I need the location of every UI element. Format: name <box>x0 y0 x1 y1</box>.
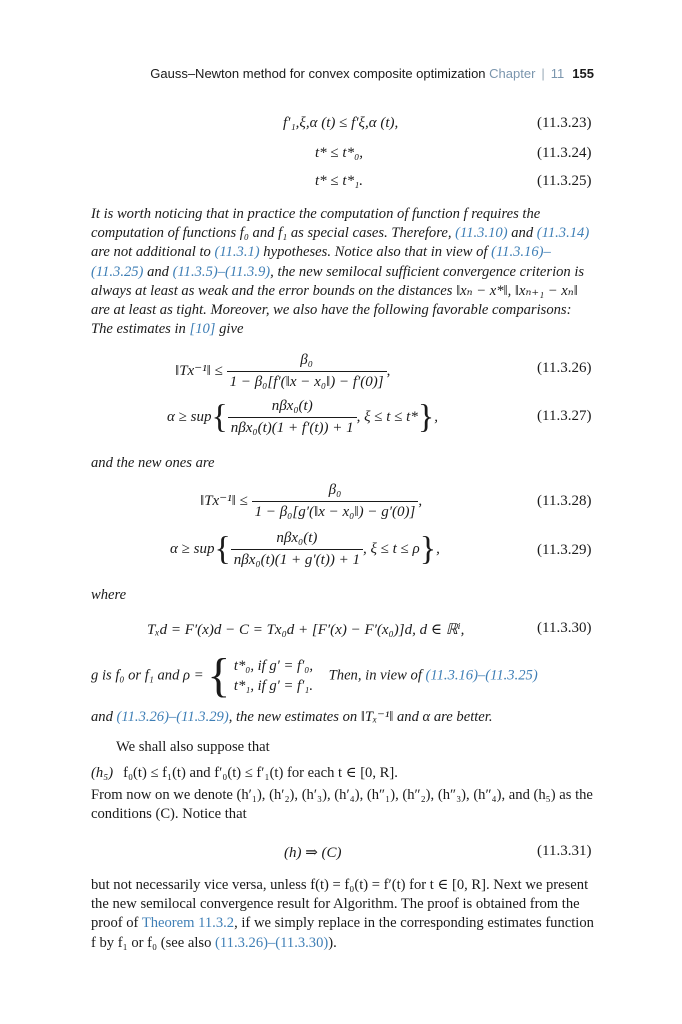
theorem-link[interactable]: Theorem 11.3.2 <box>141 915 235 932</box>
equation-11-3-27: α ≥ sup{ $\frac{\text{nβx₀(t)}}{\text{nβx₀(t)(1 + f′(t)) + 1}}$ , ξ ≤ t ≤ t*}, <box>167 398 438 436</box>
case-t0: t*₀, if g′ = f′₀, <box>233 658 313 674</box>
equation-number: (11.3.28) <box>537 493 592 509</box>
chapter-number: 11 <box>550 66 565 81</box>
equation-number: (11.3.29) <box>537 542 592 558</box>
and-estimates-text: and (11.3.26)–(11.3.29), the new estimates on ‖Tₓ⁻¹‖ and α are better. <box>91 709 493 725</box>
equation-11-3-25: t* ≤ t*₁. <box>315 173 364 189</box>
equation-11-3-28: ‖Tx⁻¹‖ ≤ $\frac{\text{β₀}}{\text{1 − β₀[g′(‖x − x₀‖) − g′(0)]}}$ , <box>200 482 423 520</box>
citation-link[interactable]: [10] <box>189 321 216 338</box>
running-header <box>150 66 594 81</box>
equation-11-3-31: (h) ⇒ (C) <box>284 845 342 861</box>
equation-11-3-23: f′₁,ξ,α (t) ≤ f′ξ,α (t), <box>283 115 399 131</box>
equation-number: (11.3.23) <box>537 115 592 131</box>
equation-number: (11.3.25) <box>537 173 592 189</box>
ref-link[interactable]: (11.3.1) <box>214 244 260 261</box>
equation-11-3-29: α ≥ sup{ $\frac{\text{nβx₀(t)}}{\text{nβx₀(t)(1 + g′(t)) + 1}}$ , ξ ≤ t ≤ ρ}, <box>170 530 440 568</box>
ref-link[interactable]: (11.3.5)–(11.3.9) <box>172 263 271 280</box>
new-ones-text: and the new ones are <box>91 455 215 471</box>
suppose-text: We shall also suppose that <box>116 739 270 755</box>
equation-number: (11.3.27) <box>537 408 592 424</box>
g-definition: g is f₀ or f₁ and ρ = { t*₀, if g′ = f′₀, t*₁, if g′ = f′₁. Then, in view of (11.3.16)–(11.3.25) <box>91 649 538 702</box>
running-title: Gauss–Newton method for convex composite optimization <box>150 66 486 81</box>
equation-11-3-24: t* ≤ t*₀, <box>315 145 364 161</box>
case-t1: t*₁, if g′ = f′₁. <box>233 678 313 694</box>
where-text: where <box>91 587 127 603</box>
equation-number: (11.3.31) <box>537 843 592 859</box>
ref-link[interactable]: (11.3.26)–(11.3.29) <box>116 709 229 725</box>
page-number: 155 <box>572 66 594 81</box>
denote-paragraph: From now on we denote (h′₁), (h′₂), (h′₃), (h′₄), (h″₁), (h″₂), (h″₃), (h″₄), and (h₅) as the conditions (C). Notice that <box>91 787 593 823</box>
equation-number: (11.3.26) <box>537 360 592 376</box>
ref-link[interactable]: (11.3.16)–(11.3.25) <box>91 244 551 280</box>
equation-number: (11.3.24) <box>537 145 592 161</box>
chapter-label: Chapter <box>489 66 536 81</box>
ref-link[interactable]: (11.3.10) <box>455 225 508 242</box>
equation-11-3-30: Tₓd = F′(x)d − C = Tx₀d + [F′(x) − F′(x₀)]d, d ∈ ℝⁱ, <box>147 622 465 638</box>
ref-link[interactable]: (11.3.26)–(11.3.30) <box>215 934 329 951</box>
paragraph-remark: It is worth noticing that in practice the computation of function f requires the computation of functions f₀ and f₁ as special cases. Therefore, (11.3.10) and (11.3.14) are not additional to (11.3.1) hypotheses. Notice also that in view of (11.3.16)–(11.3.25) and (11.3.5)–(11.3.9), the new semilocal sufficient convergence criterion is always at least as weak and the error bounds on the distances ‖xₙ − x*‖, ‖xₙ₊₁ − xₙ‖ are at least as tight. Moreover, we also have the following favorable comparisons: The estimates in [10] give <box>91 206 590 338</box>
condition-h5: (h₅) f₀(t) ≤ f₁(t) and f′₀(t) ≤ f′₁(t) for each t ∈ [0, R]. <box>91 765 398 781</box>
ref-link[interactable]: (11.3.16)–(11.3.25) <box>425 667 538 684</box>
equation-number: (11.3.30) <box>537 620 592 636</box>
final-paragraph: but not necessarily vice versa, unless f(t) = f₀(t) = f′(t) for t ∈ [0, R]. Next we present the new semilocal convergence result for Algorithm. The proof is obtained from the proof of Theorem 11.3.2, if we simply replace in the corresponding estimates function f by f₁ or f₀ (see also (11.3.26)–(11.3.30)). <box>91 877 594 951</box>
header-separator: | <box>541 66 545 81</box>
ref-link[interactable]: (11.3.14) <box>536 225 590 242</box>
equation-11-3-26: ‖Tx⁻¹‖ ≤ $\frac{\text{β₀}}{\text{1 − β₀[f′(‖x − x₀‖) − f′(0)]}}$ , <box>175 352 391 390</box>
